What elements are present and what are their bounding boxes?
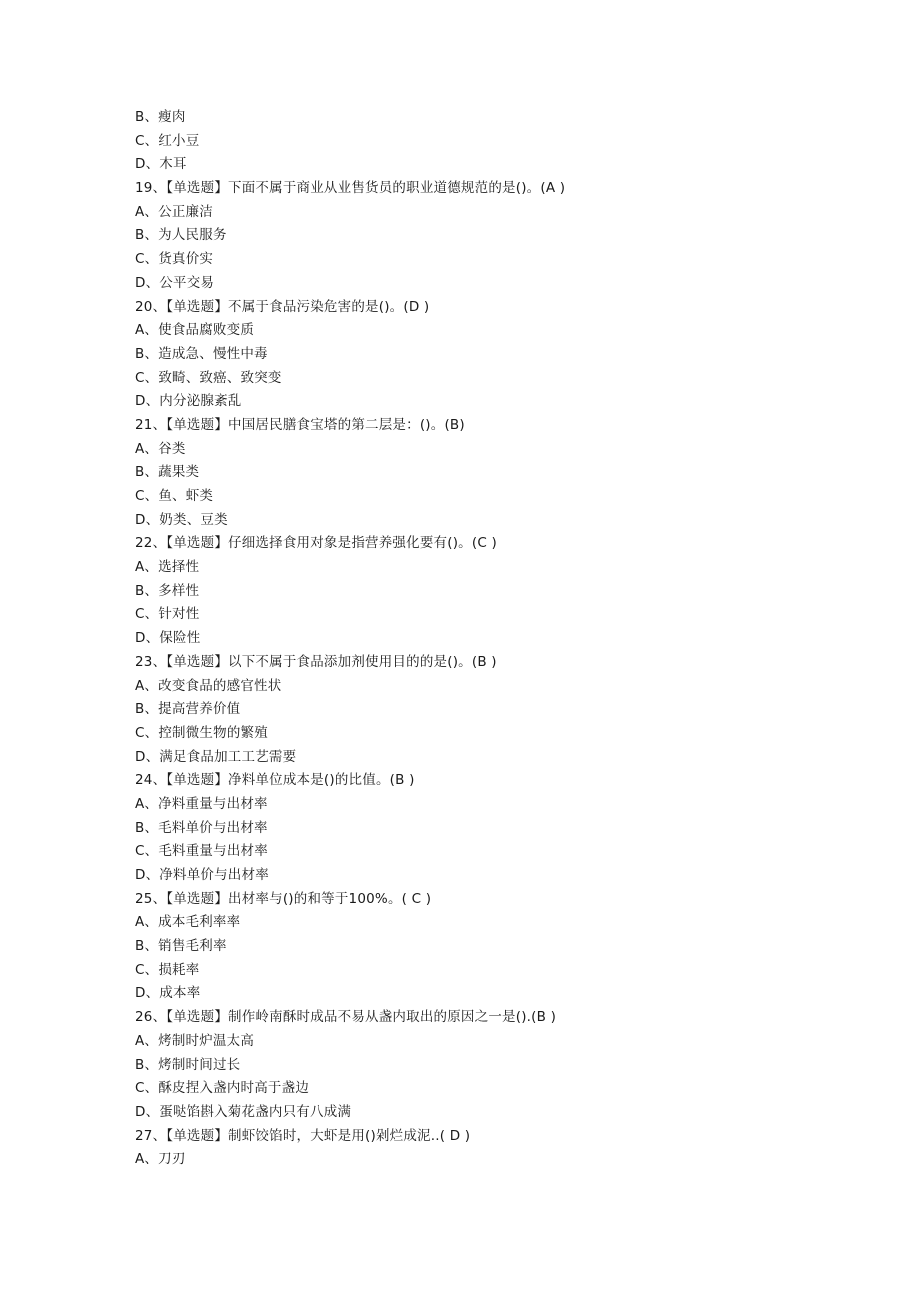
option-a: A、刀刃 <box>135 1151 186 1168</box>
option-c: C、控制微生物的繁殖 <box>135 724 268 741</box>
option-d: D、内分泌腺紊乱 <box>135 393 242 410</box>
option-c: C、致畸、致癌、致突变 <box>135 369 282 386</box>
option-a: A、烤制时炉温太高 <box>135 1032 255 1049</box>
option-c: C、鱼、虾类 <box>135 488 214 504</box>
option-a: A、成本毛利率率 <box>135 914 241 931</box>
question-20: 20、【单选题】不属于食品污染危害的是()。(D ) <box>135 298 430 315</box>
option-c: C、毛料重量与出材率 <box>135 843 268 860</box>
option-b: B、提高营养价值 <box>135 701 241 718</box>
option-d: D、奶类、豆类 <box>135 511 228 528</box>
option-b: B、多样性 <box>135 582 200 599</box>
option-b: B、瘦肉 <box>135 109 186 125</box>
option-a: A、谷类 <box>135 440 186 457</box>
option-d: D、公平交易 <box>135 274 215 291</box>
question-19: 19、【单选题】下面不属于商业从业售货员的职业道德规范的是()。(A ) <box>135 180 566 197</box>
question-25: 25、【单选题】出材率与()的和等于100%。( C ) <box>135 890 432 907</box>
option-d: D、保险性 <box>135 630 201 647</box>
option-a: A、净料重量与出材率 <box>135 795 268 812</box>
option-a: A、公正廉洁 <box>135 203 213 220</box>
option-b: B、蔬果类 <box>135 464 200 481</box>
option-a: A、改变食品的感官性状 <box>135 677 282 694</box>
option-b: B、造成急、慢性中毒 <box>135 345 268 362</box>
option-d: D、蛋哒馅斟入菊花盏内只有八成满 <box>135 1103 352 1120</box>
option-c: C、红小豆 <box>135 132 200 149</box>
option-d: D、成本率 <box>135 985 201 1002</box>
question-21: 21、【单选题】中国居民膳食宝塔的第二层是：()。(B) <box>135 416 465 433</box>
option-c: C、货真价实 <box>135 251 214 268</box>
question-24: 24、【单选题】净料单位成本是()的比值。(B ) <box>135 772 415 789</box>
option-b: B、毛料单价与出材率 <box>135 819 268 836</box>
option-d: D、木耳 <box>135 156 187 173</box>
option-b: B、销售毛利率 <box>135 938 227 955</box>
question-26: 26、【单选题】制作岭南酥时成品不易从盏内取出的原因之一是().(B ) <box>135 1009 557 1026</box>
option-b: B、为人民服务 <box>135 227 227 244</box>
option-b: B、烤制时间过长 <box>135 1056 241 1073</box>
option-c: C、针对性 <box>135 606 200 623</box>
option-d: D、满足食品加工工艺需要 <box>135 748 297 765</box>
question-list <box>135 106 835 1172</box>
question-27: 27、【单选题】制虾饺馅时，大虾是用()剁烂成泥..( D ) <box>135 1127 471 1144</box>
option-c: C、损耗率 <box>135 961 200 978</box>
question-22: 22、【单选题】仔细选择食用对象是指营养强化要有()。(C ) <box>135 535 497 552</box>
option-a: A、选择性 <box>135 559 200 576</box>
question-23: 23、【单选题】以下不属于食品添加剂使用目的的是()。(B ) <box>135 653 497 670</box>
option-d: D、净料单价与出材率 <box>135 867 269 883</box>
option-c: C、酥皮捏入盏内时高于盏边 <box>135 1080 310 1097</box>
option-a: A、使食品腐败变质 <box>135 322 255 339</box>
